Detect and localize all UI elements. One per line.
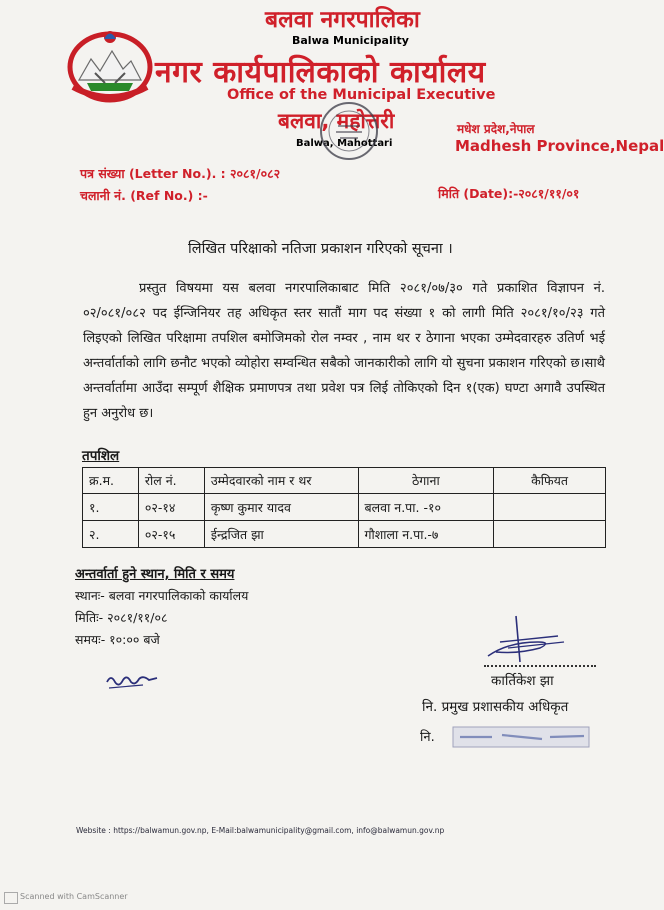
column-header: ठेगाना <box>358 468 494 494</box>
signatory-designation: नि. प्रमुख प्रशासकीय अधिकृत <box>422 699 569 715</box>
table-cell: ०२-१५ <box>138 521 204 548</box>
letter-date: मिति (Date):-२०८१/११/०१ <box>438 186 580 201</box>
column-header: क्र.म. <box>83 468 139 494</box>
camscanner-logo-icon <box>4 892 18 904</box>
province-np: मधेश प्रदेश,नेपाल <box>457 122 535 136</box>
office-stamp-icon <box>318 100 380 162</box>
location-en: Balwa, Mahottari <box>296 138 393 149</box>
column-header: उम्मेदवारको नाम र थर <box>204 468 358 494</box>
notice-body-text: प्रस्तुत विषयमा यस बलवा नगरपालिकाबाट मिति २०८१/०७/३० गते प्रकाशित विज्ञापन नं. ०२/०८१/०८२ पद ईन्जिनियर तह अधिकृत स्तर सातौं माग पद संख्या १ को लागी मिति २०८१/१०/२३ गते लिइएको लिखित परिक्षामा तपशिल बमोजिमको रोल नम्वर , नाम थर र ठेगाना भएका उम्मेदवारहरु उतिर्ण भई अन्तर्वार्ताको लागि छनौट भएको व्योहोरा सम्वन्धित सबैको जानकारीको लागि यो सुचना प्रकाशन गरिएको छ।साथै अन्तर्वार्तामा आउँदा सम्पूर्ण शैक्षिक प्रमाणपत्र तथा प्रवेश पत्र लिई तोकिएको दिन १(एक) घण्टा अगावै उपस्थित हुन अनुरोध छ। <box>83 281 605 421</box>
table-cell: कृष्ण कुमार यादव <box>204 494 358 521</box>
interview-heading: अन्तर्वार्ता हुने स्थान, मिति र समय <box>75 567 235 582</box>
nepal-emblem-icon <box>65 25 155 103</box>
column-header: रोल नं. <box>138 468 204 494</box>
contact-footer: Website : https://balwamun.gov.np, E-Mail:balwamunicipality@gmail.com, info@balwamun.gov.np <box>76 826 445 835</box>
office-name-np: नगर कार्यपालिकाको कार्यालय <box>155 55 486 90</box>
notice-title: लिखित परिक्षाको नतिजा प्रकाशन गरिएको सूचना । <box>188 241 453 257</box>
municipality-name-en: Balwa Municipality <box>292 34 409 47</box>
initials-signature-icon <box>103 666 161 692</box>
signatory-name: कार्तिकेश झा <box>491 673 554 689</box>
table-cell: २. <box>83 521 139 548</box>
interview-place: स्थानः- बलवा नगरपालिकाको कार्यालय <box>75 588 249 603</box>
designation-seal-icon <box>452 725 592 749</box>
reference-number: चलानी नं. (Ref No.) :- <box>80 188 208 203</box>
signatory-tag: नि. <box>420 730 435 745</box>
table-cell: १. <box>83 494 139 521</box>
table-cell <box>494 521 606 548</box>
table-cell <box>494 494 606 521</box>
letter-number: पत्र संख्या (Letter No.). : २०८१/०८२ <box>80 166 281 181</box>
table-cell: गौशाला न.पा.-७ <box>358 521 494 548</box>
details-heading: तपशिल <box>82 448 120 464</box>
table-row <box>83 494 606 521</box>
column-header: कैफियत <box>494 468 606 494</box>
interview-date: मितिः- २०८१/११/०८ <box>75 610 168 625</box>
candidate-table <box>82 467 606 548</box>
signature-line <box>484 665 596 667</box>
municipality-name-np: बलवा नगरपालिका <box>265 7 420 33</box>
scanner-watermark: Scanned with CamScanner <box>20 892 128 901</box>
province-en: Madhesh Province,Nepal <box>455 137 664 155</box>
interview-time: समयः- १०:०० बजे <box>75 632 160 647</box>
table-row <box>83 521 606 548</box>
table-cell: ईन्द्रजित झा <box>204 521 358 548</box>
office-name-en: Office of the Municipal Executive <box>227 87 496 103</box>
table-cell: बलवा न.पा. -१० <box>358 494 494 521</box>
notice-body <box>83 276 605 426</box>
table-cell: ०२-१४ <box>138 494 204 521</box>
officer-signature-icon <box>478 612 568 668</box>
table-header-row <box>83 468 606 494</box>
location-np: बलवा, महोत्तरी <box>278 109 395 133</box>
